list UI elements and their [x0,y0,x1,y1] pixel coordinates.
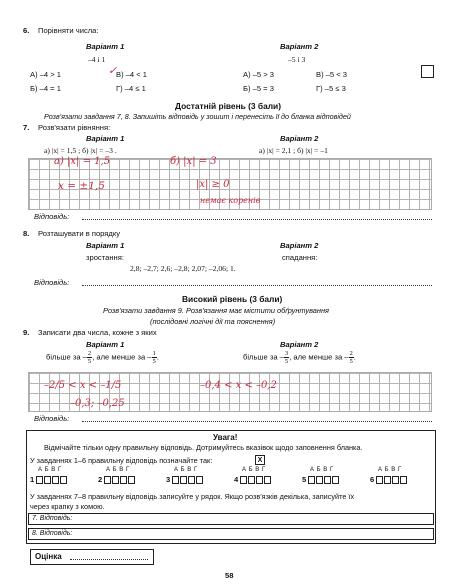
answer-cell[interactable] [256,476,263,484]
notice-title: Увага! [213,433,238,442]
answer-grid-letters-3: А Б В Г [174,467,198,473]
high-level-instruction-1: Розв'язати завдання 9. Розв'язання має містити обґрунтування [103,306,330,315]
task9-variant1-heading: Варіант 1 [86,340,125,349]
task9-handwritten-answer: –0,3; –0,25 [70,398,125,409]
task6-v1-option-b[interactable]: Б) –4 = 1 [30,84,61,93]
grade-label: Оцінка [35,552,62,561]
task6-v1-option-v[interactable]: В) –4 < 1 [116,70,148,79]
task6-answer-box[interactable] [421,65,434,78]
task6-v1-option-g[interactable]: Г) –4 ≤ 1 [116,84,146,93]
task7-variant2-equations: а) |x| = 2,1 ; б) |x| = –1 [259,146,328,155]
task7-variant2-heading: Варіант 2 [280,134,319,143]
task7-answer-line[interactable] [82,219,432,220]
answer-cell[interactable] [52,476,59,484]
task9-v2-less-text: , але менше за – [289,352,349,362]
task6-title: Порівняти числа: [38,26,99,35]
task6-variant2-expr: –5 і 3 [288,55,306,64]
task8-number: 8. [23,229,30,238]
form-answer-8-field[interactable] [28,528,434,540]
answer-cell[interactable] [188,476,195,484]
answer-grid-letters-2: А Б В Г [106,467,130,473]
grade-line[interactable] [70,559,148,560]
answer-cell[interactable] [264,476,271,484]
task8-answer-label: Відповідь: [34,278,70,287]
task9-variant2-heading: Варіант 2 [280,340,319,349]
task6-v2-option-a[interactable]: А) –5 > 3 [243,70,275,79]
task7-handwritten-b: б) |x| = 3 [170,156,217,167]
task9-v1-more-text: більше за – [46,352,87,362]
task6-v2-option-g[interactable]: Г) –5 ≤ 3 [316,84,346,93]
answer-cell[interactable] [316,476,323,484]
task7-title: Розв'язати рівняння: [38,123,111,132]
task8-variant2-heading: Варіант 2 [280,241,319,250]
task9-title: Записати два числа, кожне з яких [38,328,157,337]
task9-v2-fraction-1: $\frac{3}{5}$ [284,350,289,365]
task6-variant1-expr: –4 і 1 [88,55,106,64]
task6-variant2-heading: Варіант 2 [280,42,319,51]
notice-line-2: У завданнях 7–8 правильну відповідь записуйте у рядок. Якщо розв'язків декілька, записуйте їх [30,492,355,501]
task6-v2-option-b[interactable]: Б) –5 = 3 [243,84,274,93]
answer-cell[interactable] [120,476,127,484]
answer-row-3: 3 [166,475,204,484]
task7-number: 7. [23,123,30,132]
answer-cell[interactable] [324,476,331,484]
notice-line-3: через крапку з комою. [30,502,105,511]
task7-handwritten-x2: |x| ≥ 0 [196,179,230,190]
answer-row-1: 1 [30,475,68,484]
task7-handwritten-no-roots: немає коренів [200,196,261,205]
form-answer-7-label: 7. Відповідь: [32,515,73,522]
task9-v2-more-text: більше за – [243,352,284,362]
task7-answer-label: Відповідь: [34,212,70,221]
answer-cell[interactable] [376,476,383,484]
task9-variant2-condition: більше за – $\frac{3}{5}$ , але менше за – $\frac{2}{5}$ . [243,350,356,365]
notice-mark-symbol: X [255,455,265,465]
task9-handwritten-line-1: –2/5 < x < –1/5 [44,380,122,391]
sufficient-level-instruction: Розв'язати завдання 7, 8. Запишіть відповідь у зошит і перенесіть її до бланка відповідей [44,112,351,121]
answer-grid-letters-1: А Б В Г [38,467,62,473]
task6-v2-option-v[interactable]: В) –5 < 3 [316,70,348,79]
task9-v2-fraction-2: $\frac{2}{5}$ [349,350,353,365]
notice-mark-text: У завданнях 1–6 правильну відповідь позначайте так: [30,456,213,465]
answer-row-2: 2 [98,475,136,484]
high-level-title: Високий рівень (3 бали) [182,294,283,304]
task9-v1-less-text: , але менше за – [92,352,152,362]
answer-cell[interactable] [308,476,315,484]
notice-line-1: Відмічайте тільки одну правильну відповідь. Дотримуйтесь вказівок щодо заповнення бланка. [44,443,363,452]
answer-cell[interactable] [128,476,135,484]
answer-cell[interactable] [104,476,111,484]
task6-handwritten-check: ✓ [108,64,118,77]
answer-cell[interactable] [112,476,119,484]
task6-number: 6. [23,26,30,35]
answer-cell[interactable] [60,476,67,484]
answer-cell[interactable] [384,476,391,484]
answer-row-4: 4 [234,475,272,484]
answer-grid-letters-4: А Б В Г [242,467,266,473]
task8-answer-line[interactable] [82,285,432,286]
answer-row-5: 5 [302,475,340,484]
task7-variant1-heading: Варіант 1 [86,134,125,143]
answer-cell[interactable] [392,476,399,484]
task9-handwritten-line-2: –0,4 < x < –0,2 [200,380,277,391]
task9-number: 9. [23,328,30,337]
answer-cell[interactable] [196,476,203,484]
page-number: 58 [225,571,234,580]
answer-cell[interactable] [44,476,51,484]
task8-variant2-order: спадання: [282,253,318,262]
answer-cell[interactable] [400,476,407,484]
answer-grid-letters-5: А Б В Г [310,467,334,473]
sufficient-level-title: Достатній рівень (3 бали) [175,101,281,111]
task8-variant1-order: зростання: [86,253,124,262]
task9-answer-label: Відповідь: [34,414,70,423]
task9-answer-line[interactable] [82,421,432,422]
task8-title: Розташувати в порядку [38,229,121,238]
answer-cell[interactable] [172,476,179,484]
task6-v1-option-a[interactable]: А) –4 > 1 [30,70,62,79]
task9-variant1-condition: більше за – $\frac{2}{5}$ , але менше за – $\frac{1}{5}$ . [46,350,159,365]
high-level-instruction-2: (послідовні логічні дії та пояснення) [150,317,276,326]
answer-cell[interactable] [240,476,247,484]
answer-cell[interactable] [332,476,339,484]
task7-variant1-equations: а) |x| = 1,5 ; б) |x| = –3 . [44,146,117,155]
task9-v1-fraction-1: $\frac{2}{5}$ [87,350,92,365]
task7-handwritten-x1: x = ±1,5 [58,180,105,192]
answer-cell[interactable] [180,476,187,484]
answer-row-6: 6 [370,475,408,484]
task8-variant1-heading: Варіант 1 [86,241,125,250]
answer-cell[interactable] [36,476,43,484]
form-answer-8-label: 8. Відповідь: [32,530,73,537]
task6-variant1-heading: Варіант 1 [86,42,125,51]
task9-v1-fraction-2: $\frac{1}{5}$ [152,350,156,365]
task8-numbers: 2,8; –2,7; 2,6; –2,8; 2,07; –2,06; 1. [130,264,236,273]
task7-handwritten-a: а) |x| = 1,5 [54,156,111,167]
answer-cell[interactable] [248,476,255,484]
answer-grid-letters-6: А Б В Г [378,467,402,473]
form-answer-7-field[interactable] [28,513,434,525]
